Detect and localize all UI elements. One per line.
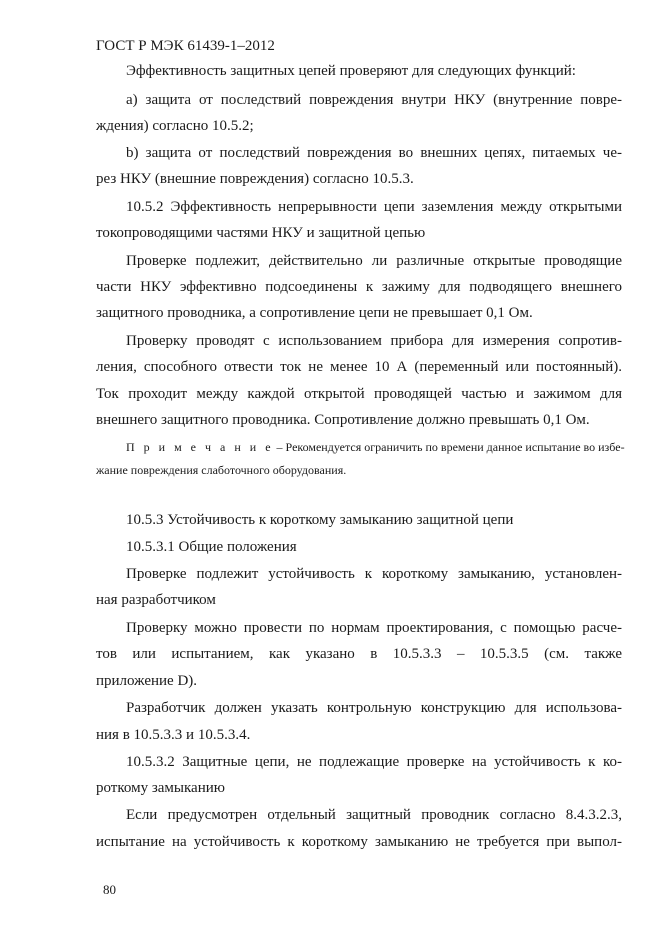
- section-heading: 10.5.2 Эффективность непрерывности цепи заземления между открытыми: [126, 199, 622, 215]
- text-line: Эффективность защитных цепей проверяют для следующих функций:: [126, 63, 576, 79]
- text-line: испытание на устойчивость к короткому замыканию не требуется при выпол-: [96, 834, 622, 850]
- text-line: части НКУ эффективно подсоединены к зажиму для подводящего внешнего: [96, 279, 622, 295]
- note-text: – Рекомендуется ограничить по времени данное испытание во избе-: [273, 440, 625, 454]
- text-line: Ток проходит между каждой открытой проводящей частью и зажимом для: [96, 386, 622, 402]
- text-line: ления, способного отвести ток не менее 10 А (переменный или постоянный).: [96, 359, 622, 375]
- document-header: ГОСТ Р МЭК 61439-1–2012: [96, 38, 275, 54]
- text-line: Проверке подлежит устойчивость к короткому замыканию, установлен-: [126, 566, 622, 582]
- text-line: защитного проводника, а сопротивление цепи не превышает 0,1 Ом.: [96, 305, 533, 321]
- text-line: Если предусмотрен отдельный защитный проводник согласно 8.4.3.2.3,: [126, 807, 622, 823]
- section-heading: 10.5.3 Устойчивость к короткому замыканию защитной цепи: [126, 512, 514, 528]
- section-heading: токопроводящими частями НКУ и защитной цепью: [96, 225, 426, 241]
- note-label: П р и м е ч а н и е: [126, 440, 274, 454]
- note-line: жание повреждения слаботочного оборудования.: [96, 463, 347, 477]
- text-line: Разработчик должен указать контрольную конструкцию для использова-: [126, 700, 622, 716]
- text-line: Проверку можно провести по нормам проектирования, с помощью расче-: [126, 620, 622, 636]
- text-line: рез НКУ (внешние повреждения) согласно 10.5.3.: [96, 171, 414, 187]
- text-line: внешнего защитного проводника. Сопротивление должно превышать 0,1 Ом.: [96, 412, 590, 428]
- section-heading: 10.5.3.2 Защитные цепи, не подлежащие проверке на устойчивость к ко-: [126, 754, 622, 770]
- page-number: 80: [103, 882, 116, 897]
- text-line: b) защита от последствий повреждения во внешних цепях, питаемых че-: [126, 145, 622, 161]
- section-heading: 10.5.3.1 Общие положения: [126, 539, 297, 555]
- text-line: a) защита от последствий повреждения внутри НКУ (внутренние повре-: [126, 92, 622, 108]
- text-line: тов или испытанием, как указано в 10.5.3.3 – 10.5.3.5 (см. также: [96, 646, 622, 662]
- text-line: ждения) согласно 10.5.2;: [96, 118, 254, 134]
- text-line: Проверке подлежит, действительно ли различные открытые проводящие: [126, 253, 622, 269]
- text-line: приложение D).: [96, 673, 198, 689]
- text-line: ная разработчиком: [96, 592, 216, 608]
- text-line: Проверку проводят с использованием прибора для измерения сопротив-: [126, 333, 622, 349]
- note-line: [126, 440, 625, 455]
- text-line: ния в 10.5.3.3 и 10.5.3.4.: [96, 727, 251, 743]
- section-heading: роткому замыканию: [96, 780, 225, 796]
